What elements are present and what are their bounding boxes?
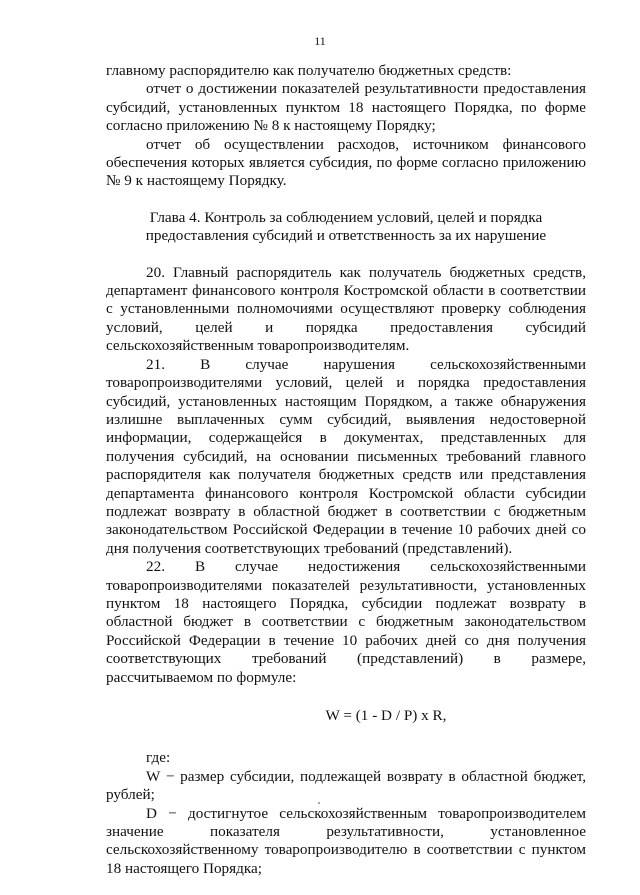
paragraph-21: 21. В случае нарушения сельскохозяйственными товаропроизводителями условий, целей и порядка предоставления субсидий, установленных настоящим Порядком, а также обнаружения излишне выплаченных сумм субсидий, выявления недостоверной информации, содержащейся в документах, представленных для получения субсидий, на основании письменных требований главного распорядителя как получателя бюджетных средств или представления департамента финансового контроля Костромской области субсидии подлежат возврату в областной бюджет в соответствии с бюджетным законодательством Российской Федерации в течение 10 рабочих дней со дня получения соответствующих требований (представлений). (106, 355, 586, 557)
paragraph-20: 20. Главный распорядитель как получатель бюджетных средств, департамент финансового контроля Костромской области в соответствии с установленными полномочиями осуществляют проверку соблюдения условий, целей и порядка предоставления субсидий сельскохозяйственным товаропроизводителям. (106, 263, 586, 355)
scan-speck (318, 802, 320, 804)
formula: W = (1 - D / P) x R, (325, 707, 447, 724)
paragraph-report-expenses: отчет об осуществлении расходов, источником финансового обеспечения которых является субсидия, по форме согласно приложению № 9 к настоящему Порядку. (106, 135, 586, 190)
page-number: 11 (314, 34, 326, 48)
paragraph-22: 22. В случае недостижения сельскохозяйственными товаропроизводителями показателей результативности, установленных пунктом 18 настоящего Порядка, субсидии подлежат возврату в областной бюджет в соответствии с бюджетным законодательством Российской Федерации в течение 10 рабочих дней со дня получения соответствующих требований (представлений) в размере, рассчитываемом по формуле: (106, 558, 586, 686)
paragraph-continuation: главному распорядителю как получателю бюджетных средств: (106, 62, 512, 79)
chapter-heading: Глава 4. Контроль за соблюдением условий, целей и порядка предоставления субсидий и ответственность за их нарушение (145, 208, 547, 245)
paragraph-report-results: отчет о достижении показателей результативности предоставления субсидий, установленных пунктом 18 настоящего Порядка, по форме согласно приложению № 8 к настоящему Порядку; (106, 80, 586, 135)
definition-w: W − размер субсидии, подлежащей возврату в областной бюджет, рублей; (106, 767, 586, 804)
definition-d: D − достигнутое сельскохозяйственным товаропроизводителем значение показателя результативности, установленное сельскохозяйственному товаропроизводителю в соответствии с пунктом 18 настоящего Порядка; (106, 804, 586, 877)
where-label: где: (146, 749, 171, 767)
document-body (106, 62, 586, 878)
